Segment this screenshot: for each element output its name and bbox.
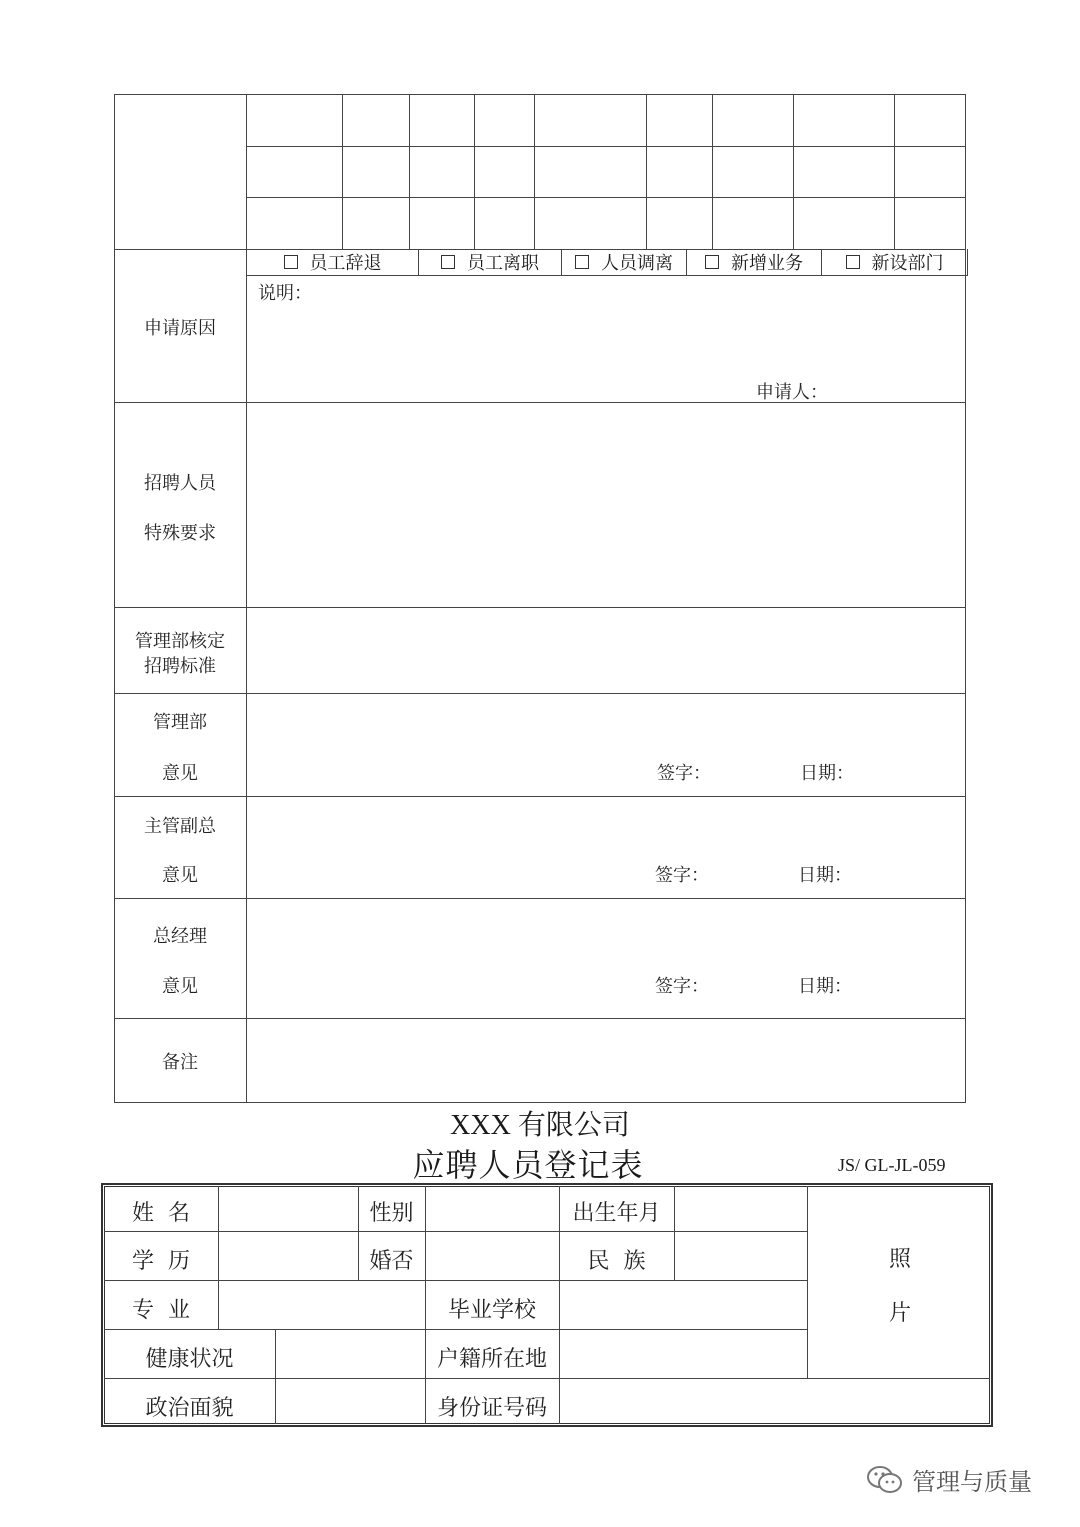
company-name: XXX 有限公司 bbox=[450, 1110, 630, 1141]
vp-opinion-label: 意见 bbox=[162, 865, 198, 886]
approval-form-table bbox=[114, 94, 966, 1103]
checkbox-icon[interactable] bbox=[441, 255, 455, 269]
school-field[interactable] bbox=[560, 1281, 806, 1328]
label-column-divider bbox=[246, 94, 247, 1103]
sign-label: 签字： bbox=[655, 976, 709, 997]
sign-label: 签字： bbox=[655, 865, 709, 886]
grid-col-line bbox=[793, 94, 794, 249]
birth-field[interactable] bbox=[675, 1187, 806, 1230]
option-employee-dismissal[interactable]: 员工辞退 bbox=[246, 249, 419, 276]
ethnic-field[interactable] bbox=[675, 1232, 806, 1279]
hukou-field[interactable] bbox=[560, 1330, 806, 1377]
grid-col-line bbox=[894, 94, 895, 249]
option-new-department[interactable]: 新设部门 bbox=[821, 249, 968, 276]
special-requirements-label: 特殊要求 bbox=[144, 523, 216, 544]
gender-label: 性别 bbox=[369, 1201, 414, 1226]
date-label: 日期： bbox=[800, 763, 854, 784]
marital-field[interactable] bbox=[426, 1232, 558, 1279]
special-requirements-label: 招聘人员 bbox=[144, 473, 216, 494]
standard-label: 管理部核定 bbox=[135, 631, 225, 652]
grid-col-line bbox=[474, 94, 475, 249]
section-line bbox=[114, 693, 966, 694]
reason-label: 申请原因 bbox=[144, 318, 216, 339]
mgmt-opinion-label: 管理部 bbox=[153, 712, 207, 733]
explanation-label: 说明： bbox=[258, 283, 312, 304]
date-label: 日期： bbox=[798, 976, 852, 997]
date-label: 日期： bbox=[798, 865, 852, 886]
birth-label: 出生年月 bbox=[572, 1201, 661, 1226]
photo-label: 片 bbox=[888, 1301, 911, 1326]
grid-row-line bbox=[246, 146, 966, 147]
photo-label: 照 bbox=[888, 1247, 911, 1272]
id-number-field[interactable] bbox=[560, 1379, 989, 1423]
col-line bbox=[807, 1186, 808, 1378]
politics-label: 政治面貌 bbox=[145, 1396, 234, 1421]
gm-opinion-label: 总经理 bbox=[153, 926, 207, 947]
section-line bbox=[114, 898, 966, 899]
major-field[interactable] bbox=[219, 1281, 424, 1328]
watermark bbox=[866, 1462, 1032, 1497]
grid-row-line bbox=[246, 197, 966, 198]
health-field[interactable] bbox=[276, 1330, 424, 1377]
watermark-text: 管理与质量 bbox=[912, 1468, 1032, 1496]
applicant-label: 申请人： bbox=[756, 382, 828, 403]
form-title: 应聘人员登记表 bbox=[412, 1146, 644, 1184]
gender-field[interactable] bbox=[426, 1187, 558, 1230]
name-field[interactable] bbox=[219, 1187, 357, 1230]
hukou-label: 户籍所在地 bbox=[436, 1347, 547, 1372]
option-staff-transfer[interactable]: 人员调离 bbox=[561, 249, 687, 276]
section-line bbox=[114, 607, 966, 608]
health-label: 健康状况 bbox=[145, 1347, 234, 1372]
politics-field[interactable] bbox=[276, 1379, 424, 1423]
checkbox-icon[interactable] bbox=[705, 255, 719, 269]
option-new-business[interactable]: 新增业务 bbox=[686, 249, 822, 276]
vp-opinion-label: 主管副总 bbox=[144, 816, 216, 837]
wechat-icon bbox=[866, 1465, 904, 1495]
id-number-label: 身份证号码 bbox=[436, 1396, 547, 1421]
school-label: 毕业学校 bbox=[447, 1298, 536, 1323]
sign-label: 签字： bbox=[657, 763, 711, 784]
grid-col-line bbox=[646, 94, 647, 249]
gm-opinion-label: 意见 bbox=[162, 976, 198, 997]
standard-label: 招聘标准 bbox=[144, 656, 216, 677]
section-line bbox=[114, 1018, 966, 1019]
checkbox-icon[interactable] bbox=[846, 255, 860, 269]
form-code: JS/ GL-JL-059 bbox=[838, 1155, 946, 1175]
marital-label: 婚否 bbox=[369, 1249, 414, 1274]
grid-col-line bbox=[534, 94, 535, 249]
education-label: 学 历 bbox=[132, 1249, 190, 1274]
major-label: 专 业 bbox=[132, 1298, 190, 1323]
remark-label: 备注 bbox=[162, 1052, 198, 1073]
option-employee-resignation[interactable]: 员工离职 bbox=[418, 249, 562, 276]
grid-col-line bbox=[409, 94, 410, 249]
grid-col-line bbox=[342, 94, 343, 249]
section-line bbox=[114, 796, 966, 797]
section-line bbox=[114, 402, 966, 403]
mgmt-opinion-label: 意见 bbox=[162, 763, 198, 784]
name-label: 姓 名 bbox=[132, 1201, 190, 1226]
grid-col-line bbox=[712, 94, 713, 249]
ethnic-label: 民 族 bbox=[587, 1249, 646, 1274]
checkbox-icon[interactable] bbox=[575, 255, 589, 269]
education-field[interactable] bbox=[219, 1232, 357, 1279]
checkbox-icon[interactable] bbox=[284, 255, 298, 269]
